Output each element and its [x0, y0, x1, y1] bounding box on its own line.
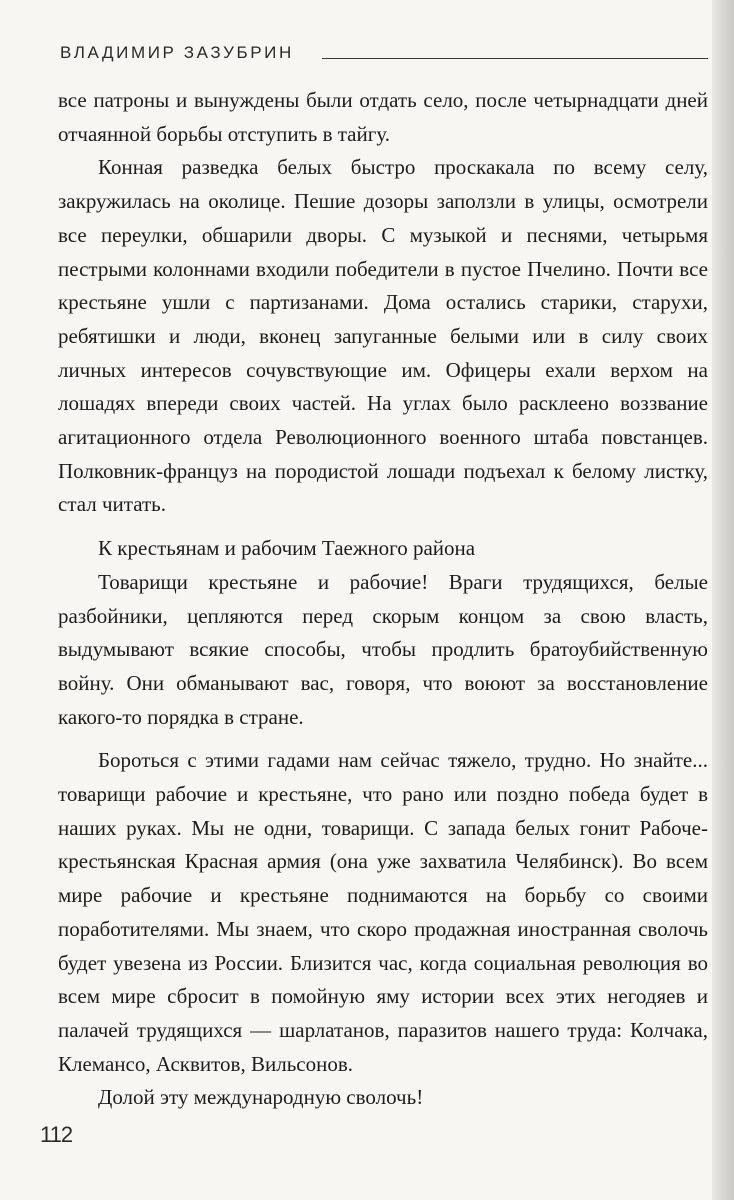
page-number: 112 [40, 1122, 73, 1147]
header-rule [322, 58, 708, 59]
paragraph: Товарищи крестьяне и рабочие! Враги трудящихся, белые разбойники, цепляются перед скорым концом за свою власть, выдумывают всякие способы, чтобы продлить братоубийственную войну. Они обманывают вас, говоря, что воюют за восстановление какого-то порядка в стране. [58, 569, 708, 729]
author-name: ВЛАДИМИР ЗАЗУБРИН [60, 43, 294, 62]
appeal-heading: К крестьянам и рабочим Таежного района [98, 536, 476, 561]
paragraph: Бороться с этими гадами нам сейчас тяжело, трудно. Но знайте... товарищи рабочие и крестьяне, что рано или поздно победа будет в наших руках. Мы не одни, товарищи. С запада белых гонит Рабоче-крестьянская Красная армия (она уже захватила Челябинск). Во всем мире рабочие и крестьяне поднимаются на борьбу со своими поработителями. Мы знаем, что скоро продажная иностранная сволочь будет увезена из России. Близится час, когда социальная революция во всем мире сбросит в помойную яму истории всех этих негодяев и палачей трудящихся — шарлатанов, паразитов нашего труда: Колчака, Клемансо, Асквитов, Вильсонов. [58, 748, 708, 1076]
paragraph: Конная разведка белых быстро проскакала по всему селу, закружилась на околице. Пешие дозоры заползли в улицы, осмотрели все переулки, обшарили дворы. С музыкой и песнями, четырьмя пестрыми колоннами входили победители в пустое Пчелино. Почти все крестьяне ушли с партизанами. Дома остались старики, старухи, ребятишки и люди, вконец запуганные белыми или в силу своих личных интересов сочувствующие им. Офицеры ехали верхом на лошадях впереди своих частей. На углах было расклеено воззвание агитационного отдела Революционного военного штаба повстанцев. Полковник-француз на породистой лошади подъехал к белому листку, стал читать. [58, 155, 708, 517]
body-text [58, 84, 708, 1115]
paragraph: Долой эту международную сволочь! [98, 1085, 424, 1110]
page-edge-shadow [712, 0, 734, 1200]
paragraph-continuation: все патроны и вынуждены были отдать село, после четырнадцати дней отчаянной борьбы отступить в тайгу. [58, 88, 708, 146]
running-head [60, 42, 708, 64]
